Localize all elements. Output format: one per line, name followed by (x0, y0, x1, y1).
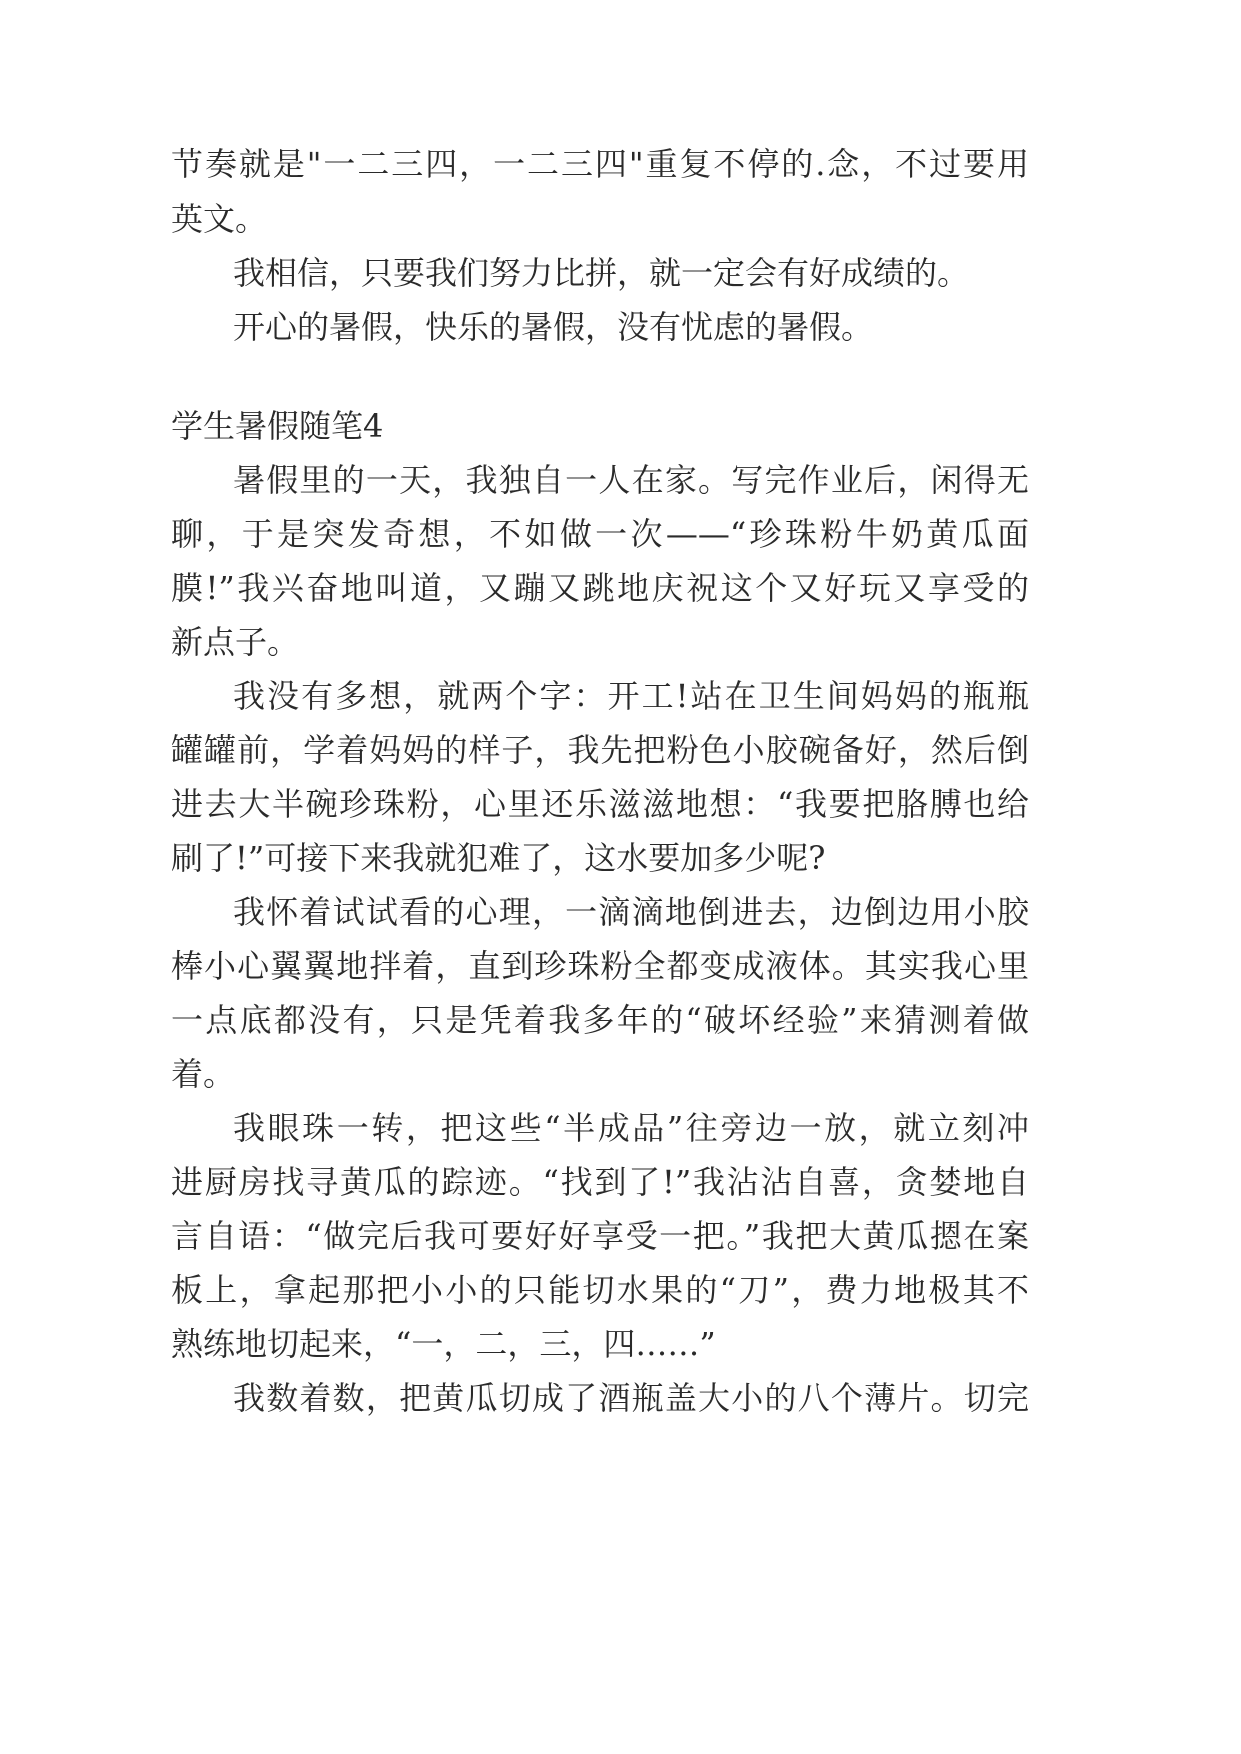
text-line: 进厨房找寻黄瓜的踪迹。“找到了!”我沾沾自喜，贪婪地自 (171, 1163, 1029, 1201)
text-line: 言自语：“做完后我可要好好享受一把。”我把大黄瓜摁在案 (171, 1217, 1029, 1255)
text-line: 我怀着试试看的心理，一滴滴地倒进去，边倒边用小胶 (233, 893, 1029, 931)
text-line: 我相信，只要我们努力比拼，就一定会有好成绩的。 (233, 254, 970, 292)
text-line: 开心的暑假，快乐的暑假，没有忧虑的暑假。 (233, 308, 874, 346)
text-line: 刷了!”可接下来我就犯难了，这水要加多少呢? (171, 839, 826, 877)
section-heading: 学生暑假随笔4 (171, 407, 384, 445)
text-line: 我眼珠一转，把这些“半成品”往旁边一放，就立刻冲 (233, 1109, 1029, 1147)
text-line: 聊，于是突发奇想，不如做一次——“珍珠粉牛奶黄瓜面 (171, 515, 1029, 553)
text-line: 节奏就是"一二三四，一二三四"重复不停的.念，不过要用 (171, 145, 1029, 183)
text-line: 罐罐前，学着妈妈的样子，我先把粉色小胶碗备好，然后倒 (171, 731, 1029, 769)
text-line: 棒小心翼翼地拌着，直到珍珠粉全都变成液体。其实我心里 (171, 947, 1029, 985)
text-line: 暑假里的一天，我独自一人在家。写完作业后，闲得无 (233, 461, 1029, 499)
text-line: 一点底都没有，只是凭着我多年的“破坏经验”来猜测着做 (171, 1001, 1029, 1039)
text-line: 我没有多想，就两个字：开工!站在卫生间妈妈的瓶瓶 (233, 677, 1029, 715)
text-line: 进去大半碗珍珠粉，心里还乐滋滋地想：“我要把胳膊也给 (171, 785, 1029, 823)
text-line: 新点子。 (171, 623, 300, 661)
text-line: 着。 (171, 1055, 236, 1093)
text-line: 熟练地切起来，“一，二，三，四……” (171, 1325, 716, 1363)
text-line: 膜!”我兴奋地叫道，又蹦又跳地庆祝这个又好玩又享受的 (171, 569, 1029, 607)
text-line: 板上，拿起那把小小的只能切水果的“刀”，费力地极其不 (171, 1271, 1029, 1309)
text-line: 英文。 (171, 200, 268, 238)
text-line: 我数着数，把黄瓜切成了酒瓶盖大小的八个薄片。切完 (233, 1379, 1029, 1417)
